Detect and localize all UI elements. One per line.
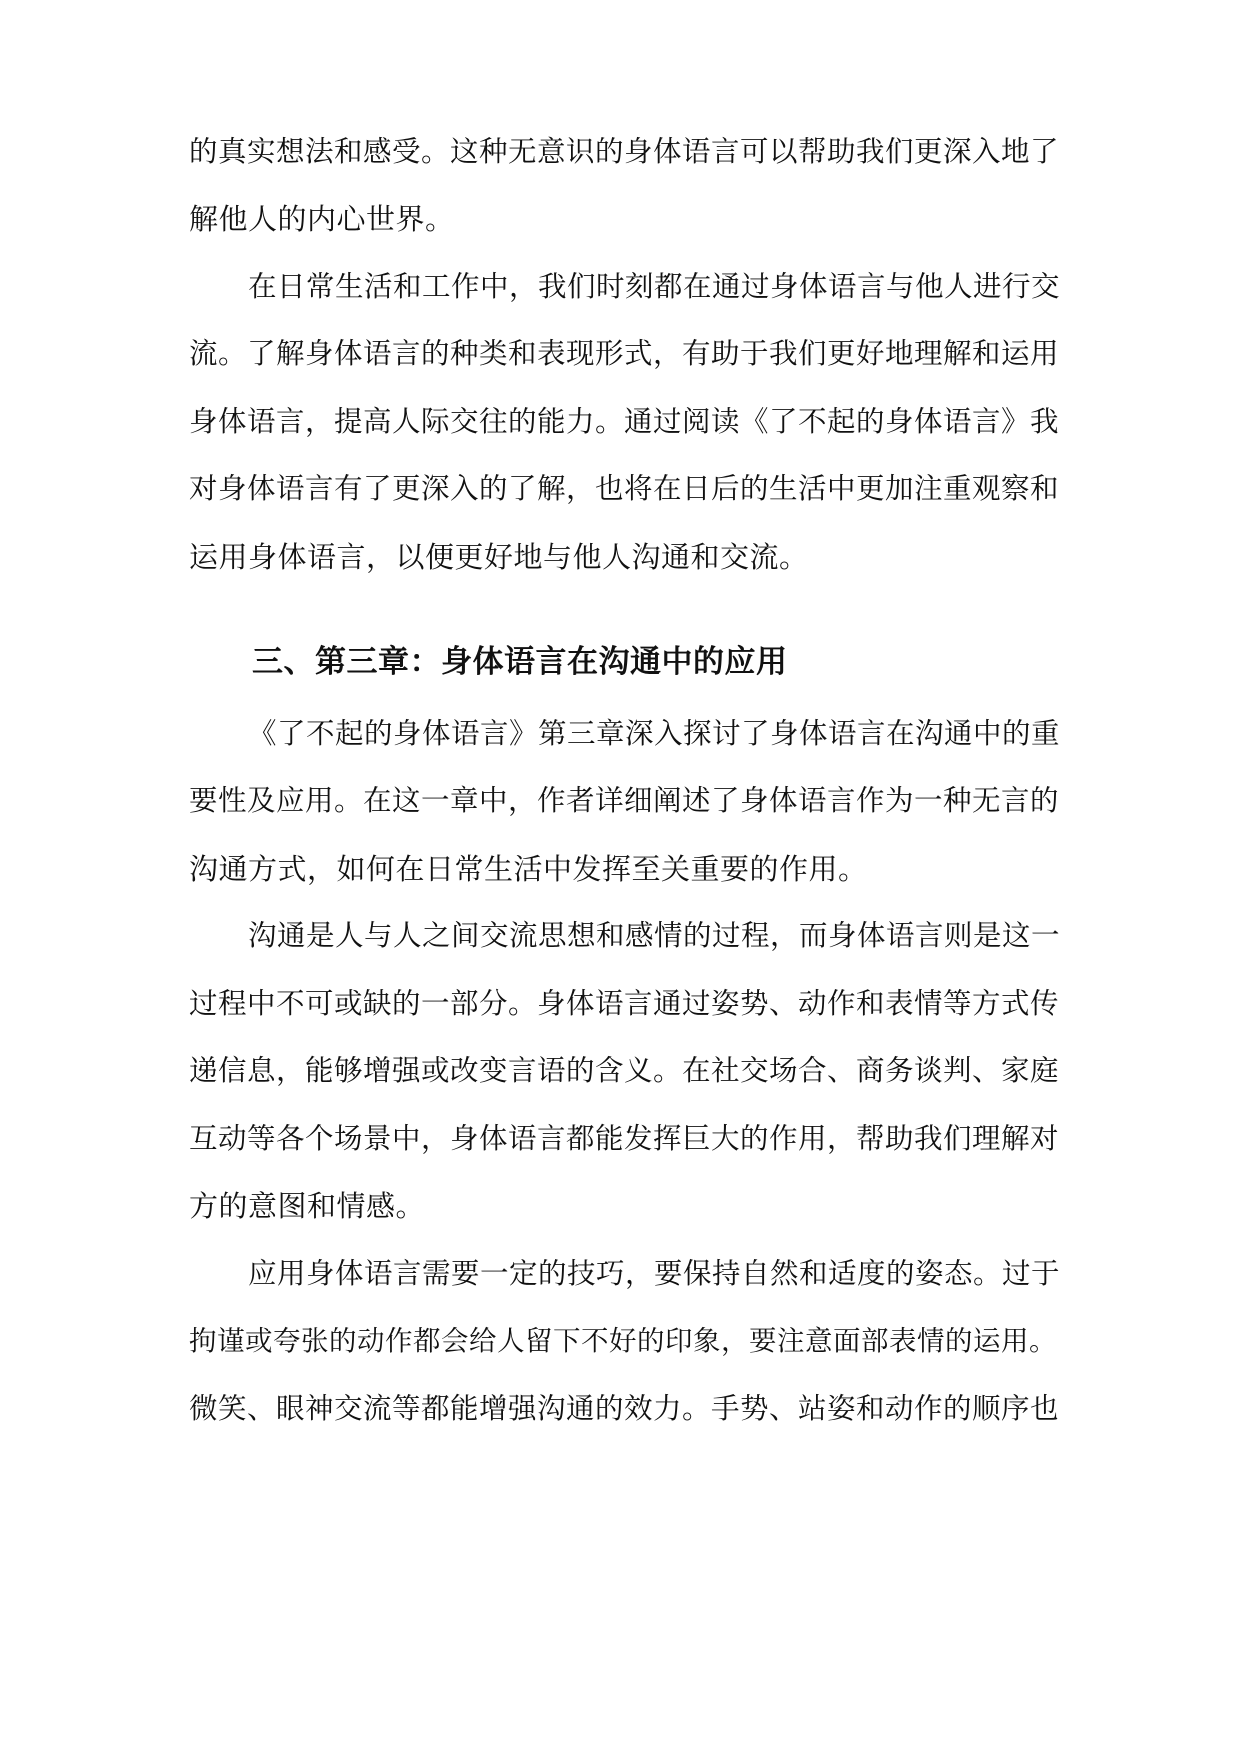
paragraph-5-line-3: 微笑、眼神交流等都能增强沟通的效力。手势、站姿和动作的顺序也: [189, 1392, 1060, 1425]
paragraph-2-line-4: 对身体语言有了更深入的了解，也将在日后的生活中更加注重观察和: [189, 472, 1060, 505]
paragraph-4-line-1: 沟通是人与人之间交流思想和感情的过程，而身体语言则是这一: [248, 919, 1061, 952]
paragraph-2-line-3: 身体语言，提高人际交往的能力。通过阅读《了不起的身体语言》我: [189, 405, 1060, 438]
paragraph-1-line-2: 解他人的内心世界。: [189, 202, 455, 236]
paragraph-4-line-5: 方的意图和情感。: [189, 1189, 426, 1223]
paragraph-3-line-1: 《了不起的身体语言》第三章深入探讨了身体语言在沟通中的重: [248, 717, 1061, 750]
paragraph-2-line-5: 运用身体语言，以便更好地与他人沟通和交流。: [189, 540, 809, 574]
paragraph-5-line-1: 应用身体语言需要一定的技巧，要保持自然和适度的姿态。过于: [248, 1257, 1061, 1290]
paragraph-1-line-1: 的真实想法和感受。这种无意识的身体语言可以帮助我们更深入地了: [189, 135, 1060, 168]
paragraph-3-line-3: 沟通方式，如何在日常生活中发挥至关重要的作用。: [189, 852, 868, 886]
paragraph-5-line-2: 拘谨或夸张的动作都会给人留下不好的印象，要注意面部表情的运用。: [189, 1325, 1057, 1357]
paragraph-3-line-2: 要性及应用。在这一章中，作者详细阐述了身体语言作为一种无言的: [189, 784, 1060, 817]
paragraph-4-line-4: 互动等各个场景中，身体语言都能发挥巨大的作用，帮助我们理解对: [189, 1122, 1060, 1155]
paragraph-4-line-3: 递信息，能够增强或改变言语的含义。在社交场合、商务谈判、家庭: [189, 1054, 1060, 1087]
paragraph-4-line-2: 过程中不可或缺的一部分。身体语言通过姿势、动作和表情等方式传: [189, 987, 1060, 1020]
chapter-heading: 三、第三章：身体语言在沟通中的应用: [252, 644, 788, 680]
paragraph-2-line-2: 流。了解身体语言的种类和表现形式，有助于我们更好地理解和运用: [189, 337, 1060, 370]
paragraph-2-line-1: 在日常生活和工作中，我们时刻都在通过身体语言与他人进行交: [248, 270, 1061, 303]
